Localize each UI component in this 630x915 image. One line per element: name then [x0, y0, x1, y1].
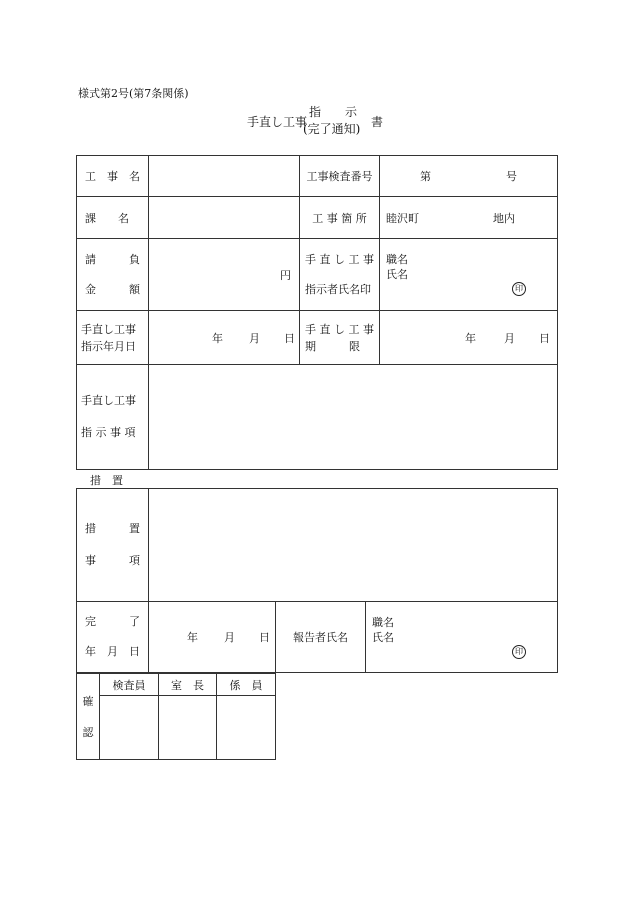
label-instructor-seal [300, 239, 380, 311]
seal-mark-icon: 印 [512, 282, 526, 296]
field-instruction-items[interactable] [149, 365, 558, 470]
deadline-year-label: 年 [465, 331, 476, 345]
label-section-text: 課 名 [85, 211, 129, 225]
instructor-name-label: 氏名 [386, 268, 408, 281]
label-work-name-text: 工 事 名 [85, 170, 140, 183]
label-instructor-1: 手 直 し 工 事 [305, 252, 374, 266]
number-prefix: 第 [420, 170, 431, 183]
title-end: 書 [371, 115, 384, 129]
field-deadline[interactable] [380, 311, 558, 365]
measures-section-label: 措 置 [90, 474, 123, 487]
title-main: 手直し工事 [247, 115, 308, 129]
deadline-day-label: 日 [539, 331, 550, 345]
reporter-title-label: 職名 [372, 616, 394, 629]
date-day-label: 日 [284, 331, 295, 345]
completion-day-label: 日 [259, 631, 270, 644]
instruction-table [76, 155, 558, 470]
field-work-location[interactable] [380, 197, 558, 239]
label-work-location-text: 工 事 箇 所 [312, 211, 367, 225]
header-inspector-text: 検査員 [112, 678, 146, 692]
label-contract-amount [77, 239, 149, 311]
yen-unit: 円 [280, 268, 291, 282]
label-confirmation-2: 認 [82, 725, 94, 739]
field-reporter[interactable] [366, 602, 558, 673]
field-work-name[interactable] [149, 156, 300, 197]
label-instruction-date [77, 311, 149, 365]
label-inspection-number [300, 156, 380, 197]
label-completion-2: 年 月 日 [85, 645, 140, 658]
header-office-chief [159, 674, 217, 696]
field-contract-amount[interactable] [149, 239, 300, 311]
header-office-chief-text: 室 長 [171, 678, 204, 692]
field-completion-date[interactable] [149, 602, 276, 673]
seal-box-inspector[interactable] [100, 696, 159, 760]
label-instruction-date-1: 手直し工事 [81, 322, 136, 336]
label-contract-1: 請 負 [85, 252, 140, 266]
label-measure-items-1: 措 置 [85, 522, 140, 535]
field-inspection-number[interactable] [380, 156, 558, 197]
label-deadline-1: 手 直 し 工 事 [305, 322, 374, 336]
header-staff [217, 674, 276, 696]
label-completion-1: 完 了 [85, 615, 140, 628]
label-confirmation [77, 674, 100, 760]
label-reporter-name [276, 602, 366, 673]
completion-year-label: 年 [187, 631, 198, 644]
label-measure-items-2: 事 項 [85, 554, 140, 567]
instructor-title-label: 職名 [386, 253, 408, 266]
label-instruction-date-2: 指示年月日 [81, 339, 136, 353]
reporter-name-label: 氏名 [372, 631, 394, 644]
location-town: 睦沢町 [386, 211, 419, 225]
label-instructor-2: 指示者氏名印 [305, 282, 371, 296]
label-section [77, 197, 149, 239]
field-section[interactable] [149, 197, 300, 239]
label-confirmation-1: 確 [82, 694, 94, 708]
label-instruction-items [77, 365, 149, 470]
confirmation-table [76, 673, 276, 760]
label-inspection-number-text: 工事検査番号 [306, 170, 373, 183]
number-suffix: 号 [506, 170, 517, 183]
header-staff-text: 係 員 [229, 678, 263, 692]
completion-month-label: 月 [224, 631, 235, 644]
label-deadline [300, 311, 380, 365]
date-year-label: 年 [212, 331, 223, 345]
reporter-seal-mark-icon: 印 [512, 645, 526, 659]
header-inspector [100, 674, 159, 696]
title-bottom: (完了通知) [303, 122, 361, 136]
location-suffix: 地内 [493, 211, 515, 225]
label-completion-date [77, 602, 149, 673]
title-top: 指 示 [309, 105, 358, 119]
field-instruction-date[interactable] [149, 311, 300, 365]
seal-box-staff[interactable] [217, 696, 276, 760]
label-instruction-items-1: 手直し工事 [81, 394, 136, 407]
field-instructor[interactable] [380, 239, 558, 311]
label-reporter-name-text: 報告者氏名 [293, 631, 348, 644]
label-contract-2: 金 額 [85, 282, 140, 296]
deadline-month-label: 月 [504, 331, 515, 345]
label-work-name [77, 156, 149, 197]
measures-table [76, 488, 558, 673]
form-title [247, 103, 407, 139]
label-deadline-2: 期 限 [305, 339, 360, 353]
label-instruction-items-2: 指 示 事 項 [81, 426, 136, 439]
seal-box-office-chief[interactable] [159, 696, 217, 760]
label-work-location [300, 197, 380, 239]
form-reference: 様式第2号(第7条関係) [78, 87, 189, 100]
field-measure-items[interactable] [149, 489, 558, 602]
label-measure-items [77, 489, 149, 602]
date-month-label: 月 [249, 331, 260, 345]
